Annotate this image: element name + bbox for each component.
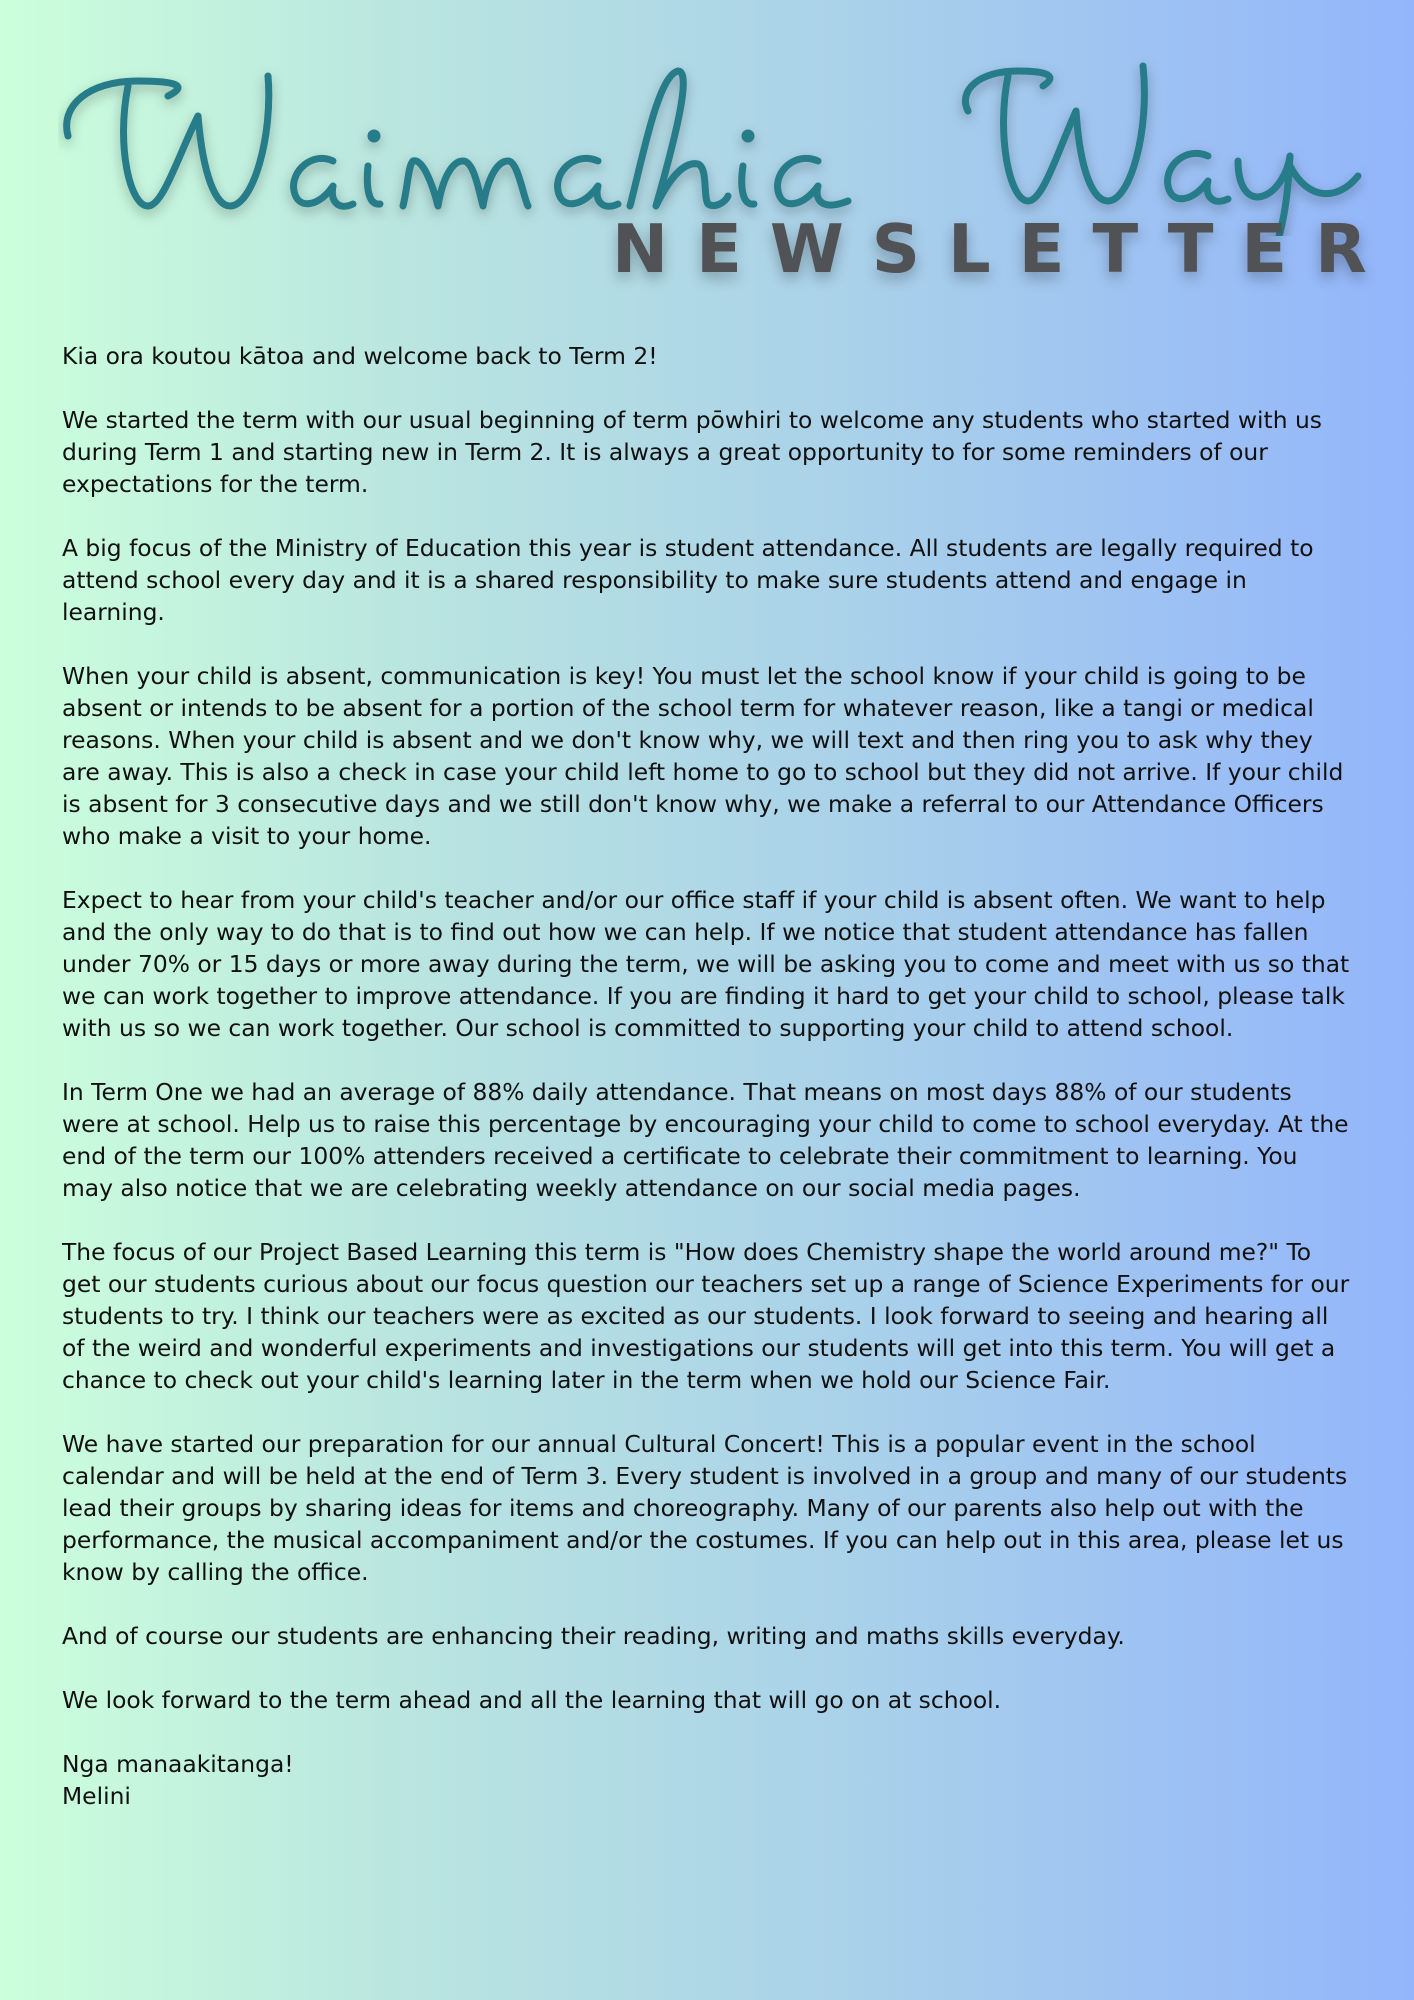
paragraph: A big focus of the Ministry of Education this year is student attendance. All students are legally required to attend school every day and it is a shared responsibility to make sure students attend and engage in learning. bbox=[62, 534, 1314, 626]
paragraph: And of course our students are enhancing their reading, writing and maths skills everyday. bbox=[62, 1622, 1125, 1650]
paragraph: We look forward to the term ahead and all the learning that will go on at school. bbox=[62, 1686, 1002, 1714]
paragraph: We started the term with our usual beginning of term pōwhiri to welcome any students who started with us during Term 1 and starting new in Term 2. It is always a great opportunity to for some reminders of our expectations for the term. bbox=[62, 406, 1322, 498]
paragraph: Kia ora koutou kātoa and welcome back to Term 2! bbox=[62, 342, 658, 370]
masthead bbox=[0, 0, 1414, 300]
paragraph: When your child is absent, communication is key! You must let the school know if your child is going to be absent or intends to be absent for a portion of the school term for whatever reason, like a tangi or medical reasons. When your child is absent and we don't know why, we will text and then ring you to ask why they are away. This is also a check in case your child left home to go to school but they did not arrive. If your child is absent for 3 consecutive days and we still don't know why, we make a referral to our Attendance Officers who make a visit to your home. bbox=[62, 662, 1344, 850]
paragraph: The focus of our Project Based Learning this term is "How does Chemistry shape the world around me?" To get our students curious about our focus question our teachers set up a range of Science Experiments for our students to try. I think our teachers were as excited as our students. I look forward to seeing and hearing all of the weird and wonderful experiments and investigations our students will get into this term. You will get a chance to check out your child's learning later in the term when we hold our Science Fair. bbox=[62, 1238, 1350, 1394]
newsletter-body bbox=[62, 340, 1352, 1812]
paragraph: We have started our preparation for our annual Cultural Concert! This is a popular event in the school calendar and will be held at the end of Term 3. Every student is involved in a group and many of our students lead their groups by sharing ideas for items and choreography. Many of our parents also help out with the performance, the musical accompaniment and/or the costumes. If you can help out in this area, please let us know by calling the office. bbox=[62, 1430, 1348, 1586]
signoff bbox=[62, 1748, 1352, 1812]
paragraph: In Term One we had an average of 88% daily attendance. That means on most days 88% of our students were at school. Help us to raise this percentage by encouraging your child to come to school everyday. At the end of the term our 100% attenders received a certificate to celebrate their commitment to learning. You may also notice that we are celebrating weekly attendance on our social media pages. bbox=[62, 1078, 1349, 1202]
newsletter-title-logo bbox=[58, 36, 1368, 236]
signature: Melini bbox=[62, 1782, 131, 1810]
newsletter-subtitle: NEWSLETTER bbox=[612, 210, 1395, 288]
paragraph: Expect to hear from your child's teacher and/or our office staff if your child is absent often. We want to help and the only way to do that is to find out how we can help. If we notice that student attendance has fallen under 70% or 15 days or more away during the term, we will be asking you to come and meet with us so that we can work together to improve attendance. If you are finding it hard to get your child to school, please talk with us so we can work together. Our school is committed to supporting your child to attend school. bbox=[62, 886, 1350, 1042]
closing-text: Nga manaakitanga! bbox=[62, 1750, 294, 1778]
